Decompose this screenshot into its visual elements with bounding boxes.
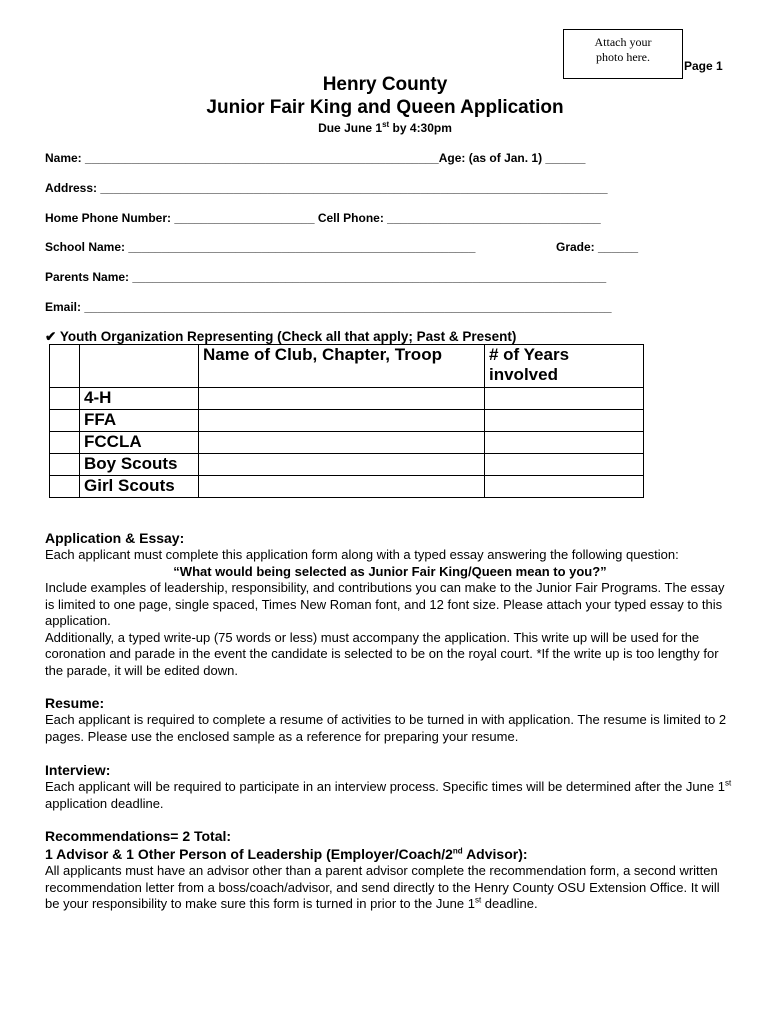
due-sup: st [382,120,390,129]
interview-text-b: application deadline. [45,795,164,811]
due-date [0,121,770,135]
photo-box-line2: photo here. [596,50,650,64]
resume-heading: Resume: [45,695,105,711]
recommendations-subheading [45,846,528,862]
check-cell-fccla[interactable] [50,432,80,454]
interview-heading: Interview: [45,762,111,778]
rec-text-a: All applicants must have an advisor other than a parent advisor complete the recommendation form, a second written recommendation letter from a boss/coach/advisor, and send directly to the Henry County OSU Extension Office. It will be your responsibility to make sure this form is turned in prior to the June 1 [45,863,720,911]
org-name-cell[interactable] [199,432,485,454]
interview-text-a: Each applicant will be required to participate in an interview process. Specific times will be determined after the June 1 [45,779,725,794]
title-county: Henry County [322,74,448,95]
org-header-row [50,345,644,388]
essay-question: “What would being selected as Junior Fair King/Queen mean to you?” [173,563,607,579]
col-name-header: Name of Club, Chapter, Troop [199,345,485,388]
name-age-field[interactable]: Name: _____________________________________________________Age: (as of Jan. 1) ______ [45,151,586,165]
org-years-cell[interactable] [485,454,644,476]
org-name-cell[interactable] [199,388,485,410]
phone-fields[interactable]: Home Phone Number: _____________________ Cell Phone: ________________________________ [45,211,601,225]
address-field[interactable]: Address: ____________________________________________________________________________ [45,181,608,195]
org-heading: ✔ Youth Organization Representing (Check all that apply; Past & Present) [45,329,517,344]
check-cell-boy-scouts[interactable] [50,454,80,476]
resume-text: Each applicant is required to complete a resume of activities to be turned in with application. The resume is limited to 2 pages. Please use the enclosed sample as a reference for preparing your resume. [45,712,727,744]
org-row [50,410,644,432]
org-label: Boy Scouts [80,454,199,476]
org-row [50,432,644,454]
title-application: Junior Fair King and Queen Application [206,97,564,118]
rec-sub-a: 1 Advisor & 1 Other Person of Leadership (Employer/Coach/2 [45,846,453,862]
org-table [49,344,644,498]
essay-section [45,547,735,679]
check-col-header [50,345,80,388]
check-cell-ffa[interactable] [50,410,80,432]
recommendations-heading: Recommendations= 2 Total: [45,828,232,844]
interview-sup: st [724,778,732,788]
check-cell-4h[interactable] [50,388,80,410]
grade-field[interactable]: Grade: ______ [556,240,639,254]
rec-sub-b: Advisor): [462,846,528,862]
org-label: Girl Scouts [80,476,199,498]
org-type-header [80,345,199,388]
org-years-cell[interactable] [485,410,644,432]
page-number: Page 1 [684,59,723,73]
org-years-cell[interactable] [485,432,644,454]
rec-text-sup: st [474,895,482,905]
org-name-cell[interactable] [199,410,485,432]
due-prefix: Due June 1 [318,121,383,135]
essay-paragraph-2: Additionally, a typed write-up (75 words or less) must accompany the application. This write up will be used for the coronation and parade in the event the candidate is selected to be on the royal court. *If the write up is too lengthy for the parade, it will be edited down. [45,629,719,678]
org-name-cell[interactable] [199,476,485,498]
due-suffix: by 4:30pm [389,121,452,135]
org-row [50,454,644,476]
org-row [50,476,644,498]
check-cell-girl-scouts[interactable] [50,476,80,498]
essay-intro: Each applicant must complete this application form along with a typed essay answering the following question: [45,547,679,562]
rec-text-b: deadline. [481,896,538,911]
org-row [50,388,644,410]
org-years-cell[interactable] [485,388,644,410]
recommendations-text [45,863,735,913]
rec-sub-sup: nd [452,846,463,856]
org-label: 4-H [80,388,199,410]
email-field[interactable]: Email: _______________________________________________________________________________ [45,300,612,314]
photo-placeholder-box[interactable] [563,29,683,79]
org-label: FFA [80,410,199,432]
school-field[interactable]: School Name: ____________________________________________________ [45,240,476,254]
org-label: FCCLA [80,432,199,454]
interview-text [45,779,735,812]
org-years-cell[interactable] [485,476,644,498]
parents-field[interactable]: Parents Name: _______________________________________________________________________ [45,270,607,284]
essay-heading: Application & Essay: [45,530,185,546]
essay-paragraph-1: Include examples of leadership, responsibility, and contributions you can make to the Junior Fair Programs. The essay is limited to one page, single spaced, Times New Roman font, and 12 font size. Please attach your typed essay to this application. [45,580,725,628]
photo-box-line1: Attach your [594,35,652,49]
org-name-cell[interactable] [199,454,485,476]
col-years-header: # of Years involved [485,345,644,388]
